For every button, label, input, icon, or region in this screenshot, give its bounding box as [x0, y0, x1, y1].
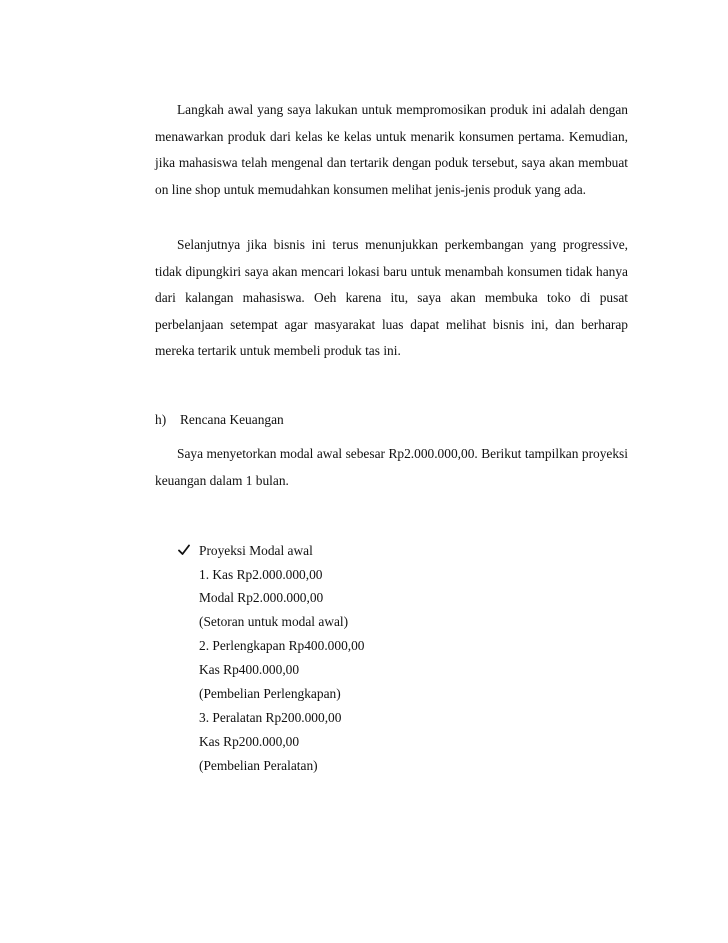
projection-entries — [178, 563, 365, 778]
list-item: Modal Rp2.000.000,00 — [199, 590, 324, 606]
list-item: (Pembelian Peralatan) — [199, 757, 318, 773]
paragraph-financial-intro: Saya menyetorkan modal awal sebesar Rp2.000.000,00. Berikut tampilkan proyeksi keuangan dalam 1 bulan. — [155, 446, 628, 488]
projection-list — [178, 539, 365, 778]
list-item: Kas Rp200.000,00 — [199, 733, 300, 749]
paragraph-expansion: Selanjutnya jika bisnis ini terus menunjukkan perkembangan yang progressive, tidak dipungkiri saya akan mencari lokasi baru untuk menambah konsumen tidak hanya dari kalangan mahasiswa. Oeh karena itu, saya akan membuka toko di pusat perbelanjaan setempat agar masyarakat luas dapat melihat bisnis ini, dan berharap mereka tertarik untuk membeli produk tas ini. — [155, 237, 628, 359]
list-item: (Pembelian Perlengkapan) — [199, 686, 341, 702]
list-item: (Setoran untuk modal awal) — [199, 614, 349, 630]
list-item: 1. Kas Rp2.000.000,00 — [199, 566, 323, 582]
section-marker: h) — [155, 412, 167, 427]
list-item: 2. Perlengkapan Rp400.000,00 — [199, 638, 365, 654]
checkmark-icon — [178, 544, 190, 556]
projection-title-row — [178, 539, 365, 563]
paragraph-promotion: Langkah awal yang saya lakukan untuk mempromosikan produk ini adalah dengan menawarkan produk dari kelas ke kelas untuk menarik konsumen pertama. Kemudian, jika mahasiswa telah mengenal dan tertarik dengan poduk tersebut, saya akan membuat on line shop untuk memudahkan konsumen melihat jenis-jenis produk yang ada. — [155, 102, 628, 197]
list-item: 3. Peralatan Rp200.000,00 — [199, 709, 342, 725]
projection-title: Proyeksi Modal awal — [199, 543, 313, 558]
section-title: Rencana Keuangan — [180, 412, 284, 427]
section-heading — [155, 407, 284, 434]
list-item: Kas Rp400.000,00 — [199, 662, 300, 678]
